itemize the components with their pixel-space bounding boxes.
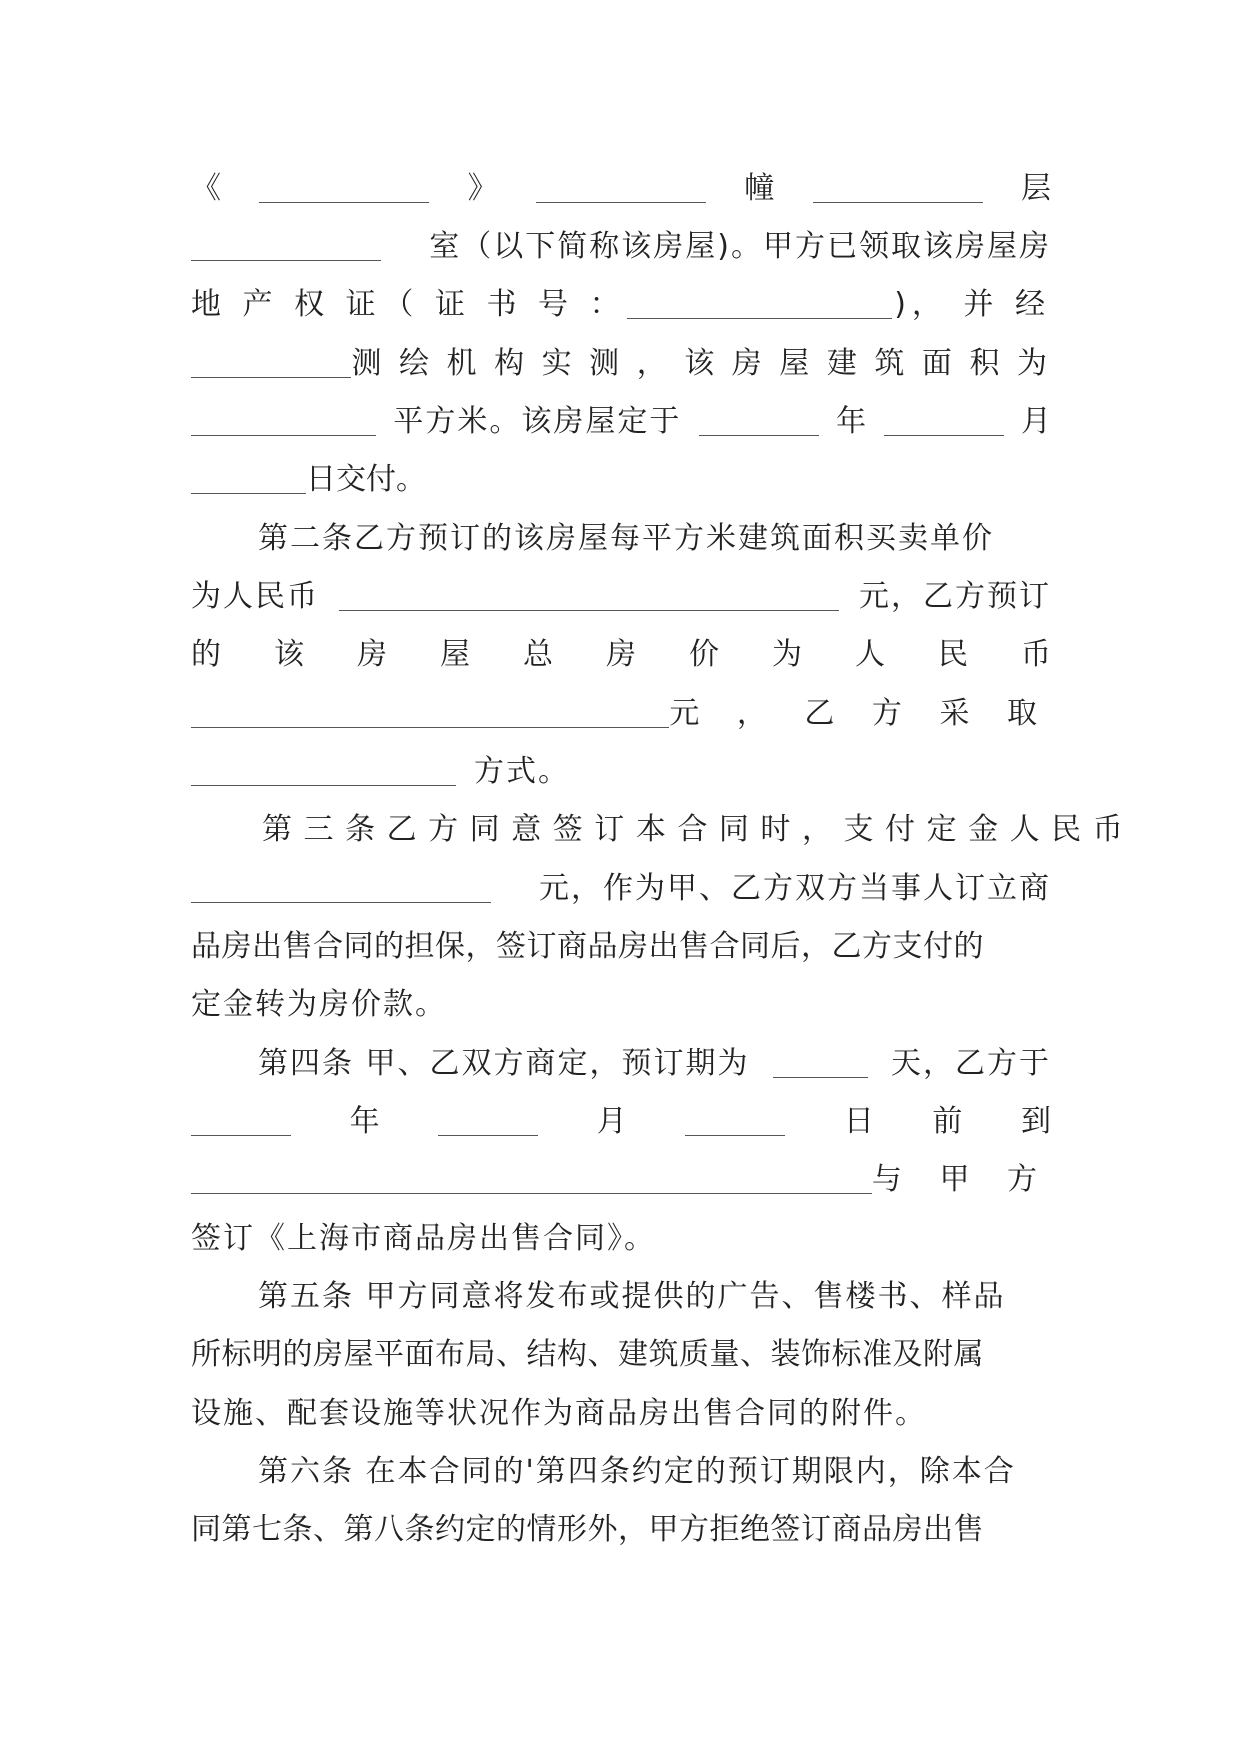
text: 元，作为甲、乙方双方当事人订立商 bbox=[539, 871, 1051, 906]
blank-field bbox=[339, 584, 839, 611]
clause-line-18 bbox=[191, 1152, 1051, 1200]
text: 方式。 bbox=[474, 754, 570, 789]
text: 年 bbox=[349, 1104, 380, 1139]
text: 月 bbox=[1020, 404, 1051, 439]
blank-field bbox=[884, 409, 1004, 436]
blank-field bbox=[191, 234, 381, 261]
clause-line-2 bbox=[191, 219, 1051, 267]
text: （ 证 书 号 ： bbox=[383, 287, 626, 322]
text: 第六条 在本合同的'第四条约定的预订期限内，除本合 bbox=[258, 1454, 1016, 1489]
clause-line-8 bbox=[191, 569, 1051, 617]
text: 前 bbox=[932, 1104, 963, 1139]
text: 到 bbox=[1020, 1104, 1051, 1139]
text: 室（以下简称该房屋)。甲方已领取该房屋房 bbox=[429, 229, 1051, 264]
blank-field bbox=[536, 176, 706, 203]
blank-field bbox=[191, 467, 306, 494]
clause-line-17 bbox=[191, 1094, 1051, 1142]
blank-field bbox=[191, 1167, 872, 1194]
clause-line-15 bbox=[191, 977, 1051, 1025]
blank-field bbox=[627, 292, 892, 319]
text: 所标明的房屋平面布局、结构、建筑质量、装饰标准及附属 bbox=[191, 1337, 984, 1372]
blank-field bbox=[259, 176, 429, 203]
blank-field bbox=[685, 1109, 785, 1136]
text: 房 bbox=[357, 637, 387, 672]
blank-field bbox=[813, 176, 983, 203]
clause-6-start bbox=[258, 1444, 1051, 1492]
blank-field bbox=[191, 759, 456, 786]
text: 日交付。 bbox=[306, 462, 426, 497]
blank-field bbox=[699, 409, 819, 436]
text: 第二条乙方预订的该房屋每平方米建筑面积买卖单价 bbox=[258, 521, 994, 556]
clause-line-21 bbox=[191, 1327, 1051, 1375]
text: 品房出售合同的担保，签订商品房出售合同后，乙方支付的 bbox=[191, 929, 984, 964]
text: 地 产 权 证 bbox=[191, 287, 382, 322]
text: 为人民币 bbox=[191, 579, 319, 614]
clause-3-start bbox=[262, 802, 1124, 850]
text: 元，乙方预订 bbox=[859, 579, 1051, 614]
clause-4-start bbox=[258, 1036, 1051, 1084]
blank-field bbox=[191, 701, 669, 728]
text: 定金转为房价款。 bbox=[191, 987, 447, 1022]
clause-line-22 bbox=[191, 1386, 1051, 1434]
blank-field bbox=[191, 1109, 291, 1136]
blank-field bbox=[191, 409, 376, 436]
text: 人 bbox=[855, 637, 885, 672]
text: 第 三 条 乙 方 同 意 签 订 本 合 同 时 ， 支 付 定 金 人 民 币 bbox=[262, 812, 1124, 847]
text: 测 绘 机 构 实 测 ， 该 房 屋 建 筑 面 积 为 bbox=[351, 346, 1051, 381]
text: 元 ， 乙 方 采 取 bbox=[669, 696, 1051, 731]
clause-line-6 bbox=[191, 452, 1051, 500]
text: 设施、配套设施等状况作为商品房出售合同的附件。 bbox=[191, 1396, 927, 1431]
clause-line-10 bbox=[191, 686, 1051, 734]
text: 》 bbox=[467, 171, 498, 206]
text: 年 bbox=[836, 404, 867, 439]
clause-line-11 bbox=[191, 744, 1051, 792]
clause-line-3 bbox=[191, 277, 1051, 325]
clause-line-1 bbox=[191, 161, 1051, 209]
clause-line-13 bbox=[191, 861, 1051, 909]
text: )， 并 经 bbox=[894, 287, 1051, 322]
text: 与 甲 方 bbox=[871, 1162, 1051, 1197]
clause-line-9 bbox=[191, 627, 1051, 675]
blank-field bbox=[773, 1051, 868, 1078]
blank-field bbox=[438, 1109, 538, 1136]
text: 第五条 甲方同意将发布或提供的广告、售楼书、样品 bbox=[258, 1279, 1006, 1314]
text: 总 bbox=[523, 637, 553, 672]
text: 屋 bbox=[440, 637, 470, 672]
clause-line-14 bbox=[191, 919, 1051, 967]
text: 平方米。该房屋定于 bbox=[393, 404, 682, 439]
blank-field bbox=[191, 351, 351, 378]
text: 民 bbox=[938, 637, 968, 672]
text: 该 bbox=[274, 637, 304, 672]
text: 月 bbox=[596, 1104, 627, 1139]
text: 层 bbox=[1020, 171, 1051, 206]
clause-line-19 bbox=[191, 1211, 1051, 1259]
text: 《 bbox=[191, 171, 221, 206]
text: 价 bbox=[689, 637, 719, 672]
clause-line-4 bbox=[191, 336, 1051, 384]
blank-field bbox=[191, 876, 491, 903]
text: 签订《上海市商品房出售合同》。 bbox=[191, 1221, 656, 1256]
text: 币 bbox=[1021, 637, 1051, 672]
text: 日 bbox=[843, 1104, 874, 1139]
clause-line-24 bbox=[191, 1502, 1051, 1550]
text: 的 bbox=[191, 637, 221, 672]
text: 幢 bbox=[744, 171, 775, 206]
text: 第四条 甲、乙双方商定，预订期为 bbox=[258, 1046, 750, 1081]
text: 为 bbox=[772, 637, 802, 672]
text: 同第七条、第八条约定的情形外，甲方拒绝签订商品房出售 bbox=[191, 1512, 984, 1547]
clause-line-5 bbox=[191, 394, 1051, 442]
clause-2-start bbox=[258, 511, 1051, 559]
text: 天，乙方于 bbox=[890, 1046, 1051, 1081]
text: 房 bbox=[606, 637, 636, 672]
clause-5-start bbox=[258, 1269, 1051, 1317]
